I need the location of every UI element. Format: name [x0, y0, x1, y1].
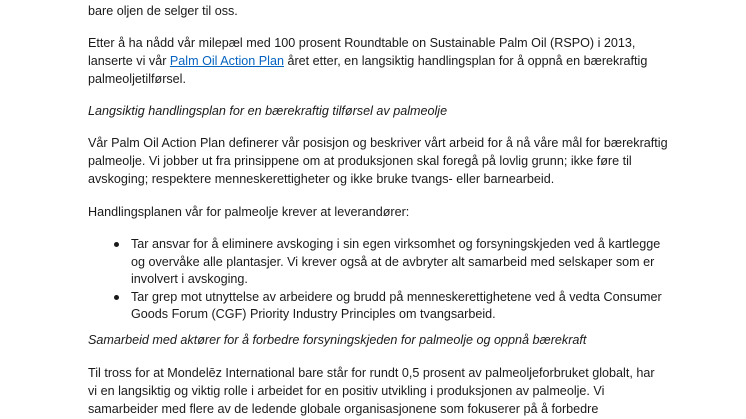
paragraph-line: bare oljen de selger til oss. — [88, 4, 238, 18]
paragraph-line: Til tross for at Mondelēz International bare står for rundt 0,5 prosent av palmeoljeforbruket globalt, har — [88, 366, 655, 380]
palm-oil-action-plan-link[interactable]: Palm Oil Action Plan — [169, 54, 284, 68]
section-heading: Samarbeid med aktører for å forbedre forsyningskjeden for palmeolje og oppnå bærekraft — [88, 333, 587, 347]
bullet-dot — [114, 295, 119, 300]
paragraph-line: palmeoljetilførsel. — [88, 72, 186, 86]
paragraph-line: Etter å ha nådd vår milepæl med 100 prosent Roundtable on Sustainable Palm Oil (RSPO) i 2013, — [88, 36, 636, 50]
text-span: året etter, en langsiktig handlingsplan for å oppnå en bærekraftig — [283, 54, 648, 68]
paragraph-line: vi en langsiktig og viktig rolle i arbeidet for en positiv utvikling i produksjonen av palmeolje. Vi — [88, 384, 605, 398]
paragraph-line: Handlingsplanen vår for palmeolje krever at leverandører: — [88, 205, 410, 219]
list-item-line: involvert i avskoging. — [131, 272, 248, 286]
list-item-line: Tar ansvar for å eliminere avskoging i sin egen virksomhet og forsyningskjeden ved å kartlegge — [131, 237, 661, 251]
paragraph-line: avskoging; respektere menneskerettigheter og ikke bruke tvangs- eller barnearbeid. — [88, 172, 555, 186]
section-heading: Langsiktig handlingsplan for en bærekraftig tilførsel av palmeolje — [88, 104, 448, 118]
paragraph-line — [88, 53, 647, 69]
paragraph-line: Vår Palm Oil Action Plan definerer vår posisjon og beskriver vårt arbeid for å nå våre mål for bærekraftig — [88, 136, 668, 150]
list-item-line: Tar grep mot utnyttelse av arbeidere og brudd på menneskerettighetene ved å vedta Consumer — [131, 290, 662, 304]
paragraph-line: palmeolje. Vi jobber ut fra prinsippene om at produksjonen skal foregå på lovlig grunn; ikke føre til — [88, 154, 632, 168]
bullet-dot — [114, 242, 119, 247]
text-span: lanserte vi vår — [88, 54, 170, 68]
list-item-line: Goods Forum (CGF) Priority Industry Principles om tvangsarbeid. — [131, 307, 496, 321]
paragraph-line: samarbeider med flere av de ledende globale organisasjonene som fokuserer på å forbedre — [88, 402, 599, 416]
list-item-line: og overvåke alle plantasjer. Vi krever også at de avbryter alt samarbeid med selskaper som er — [131, 255, 655, 269]
